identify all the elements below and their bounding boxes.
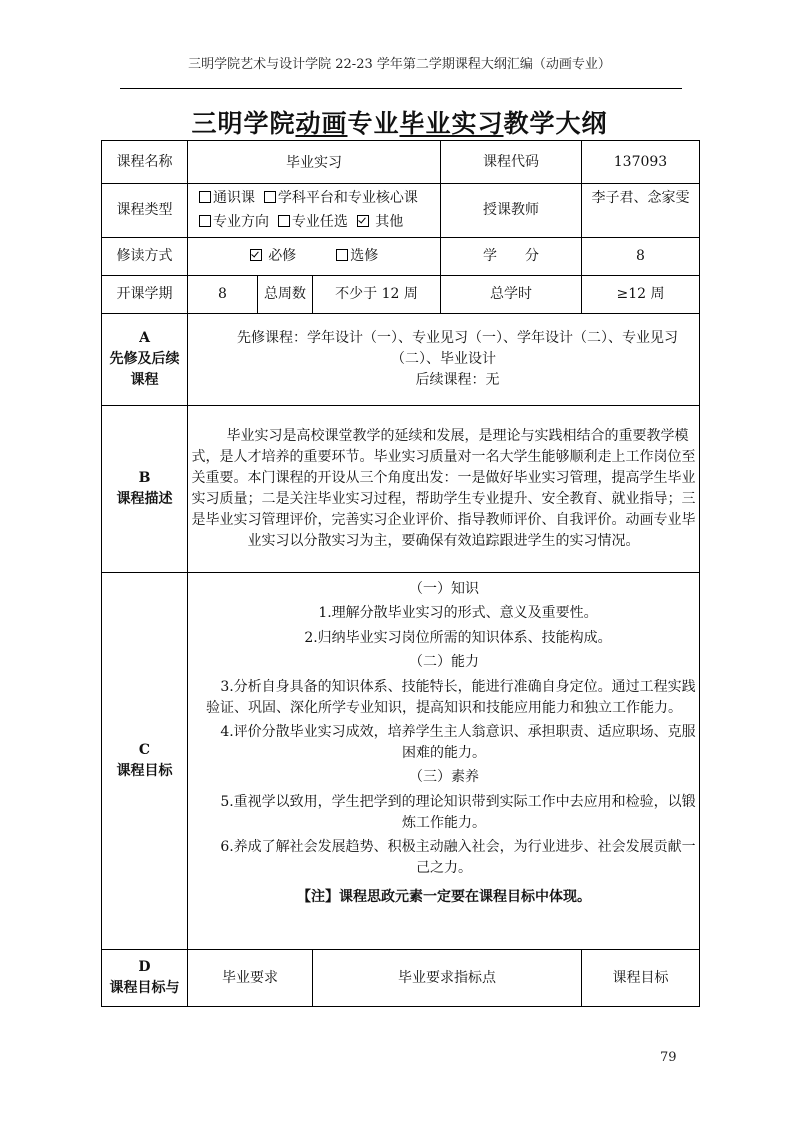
checkbox-icon [199,191,211,203]
objective-item: 5.重视学以致用，学生把学到的理论知识带到实际工作中去应用和检验，以锻炼工作能力。 [220,793,696,831]
course-objectives [188,573,700,950]
checkbox-icon [336,249,348,261]
header-rule [120,88,682,89]
type-direction: 专业方向 [213,213,269,230]
course-type-options [188,184,441,238]
objective-item: 2.归纳毕业实习岗位所需的知识体系、技能构成。 [304,629,612,646]
section-b [102,406,700,573]
section-a [102,314,700,406]
course-type-label: 课程类型 [102,184,188,238]
row-study-mode [102,238,700,276]
course-name-label: 课程名称 [102,141,188,184]
objective-heading: （三）素养 [409,769,479,786]
weeks-value: 不少于 12 周 [313,276,441,314]
section-a-content [188,314,700,406]
type-other: 其他 [375,213,404,230]
course-name-value: 毕业实习 [188,141,441,184]
course-code-label: 课程代码 [441,141,582,184]
section-d [102,950,700,1007]
running-header: 三明学院艺术与设计学院 22-23 学年第二学期课程大纲汇编（动画专业） [188,57,611,72]
section-c-label: C 课程目标 [102,573,188,950]
mode-elective: 选修 [350,248,379,264]
follow-up-courses: 后续课程：无 [415,372,500,388]
credit-label: 学 分 [441,238,582,276]
objective-heading: （一）知识 [409,581,479,597]
syllabus-table [101,140,700,1007]
study-mode-options [188,238,441,276]
teacher-label: 授课教师 [441,184,582,238]
objective-item: 3.分析自身具备的知识体系、技能特长，能进行准确自身定位。通过工程实践验证、巩固、深化所学专业知识，提高知识和技能应用能力和独立工作能力。 [206,678,696,716]
section-b-label: B 课程描述 [102,406,188,573]
hours-label: 总学时 [441,276,582,314]
graduation-requirements-header: 毕业要求 [188,950,313,1007]
section-a-label: A 先修及后续 课程 [102,314,188,406]
section-d-label: D 课程目标与 [102,950,188,1007]
checked-checkbox-icon [250,249,262,261]
type-optional: 专业任选 [291,213,348,230]
checkbox-icon [264,191,276,203]
credit-value: 8 [582,238,700,276]
page-number: 79 [660,1050,677,1065]
weeks-label: 总周数 [258,276,313,314]
ideological-note: 【注】课程思政元素一定要在课程目标中体现。 [297,889,591,906]
objective-item: 4.评价分散毕业实习成效，培养学生主人翁意识、承担职责、适应职场、克服困难的能力。 [220,723,696,761]
row-course-name [102,141,700,184]
mode-required: 必修 [268,248,297,264]
section-c [102,573,700,950]
course-description: 毕业实习是高校课堂教学的延续和发展，是理论与实践相结合的重要教学模式，是人才培养的重要环节。毕业实习质量对一名大学生能够顺利走上工作岗位至关重要。本门课程的开设从三个角度出发：一是做好毕业实习管理，提高学生毕业实习质量；二是关注毕业实习过程，帮助学生专业提升、安全教育、就业指导；三是毕业实习管理评价，完善实习企业评价、指导教师评价、自我评价。动画专业毕业实习以分散实习为主，要确保有效追踪跟进学生的实习情况。 [188,406,700,573]
study-mode-label: 修读方式 [102,238,188,276]
checkbox-icon [278,215,290,227]
requirement-indicators-header: 毕业要求指标点 [313,950,582,1007]
objective-item: 1.理解分散毕业实习的形式、意义及重要性。 [318,605,598,622]
prerequisite-courses: 先修课程：学年设计（一）、专业见习（一）、学年设计（二）、专业见习（二）、毕业设计 [237,330,678,367]
objective-item: 6.养成了解社会发展趋势、积极主动融入社会，为行业进步、社会发展贡献一己之力。 [220,839,696,877]
semester-label: 开课学期 [102,276,188,314]
objective-heading: （二）能力 [409,654,479,671]
semester-value: 8 [188,276,258,314]
row-semester [102,276,700,314]
teacher-value: 李子君、念家雯 [582,184,700,238]
document-title: 三明学院动画专业毕业实习教学大纲 [191,109,608,138]
course-objectives-header: 课程目标 [582,950,700,1007]
type-general: 通识课 [213,190,255,207]
row-course-type [102,184,700,238]
course-code-value: 137093 [582,141,700,184]
checked-checkbox-icon [357,215,369,227]
hours-value: ≥12 周 [582,276,700,314]
checkbox-icon [199,215,211,227]
type-core: 学科平台和专业核心课 [277,190,418,207]
